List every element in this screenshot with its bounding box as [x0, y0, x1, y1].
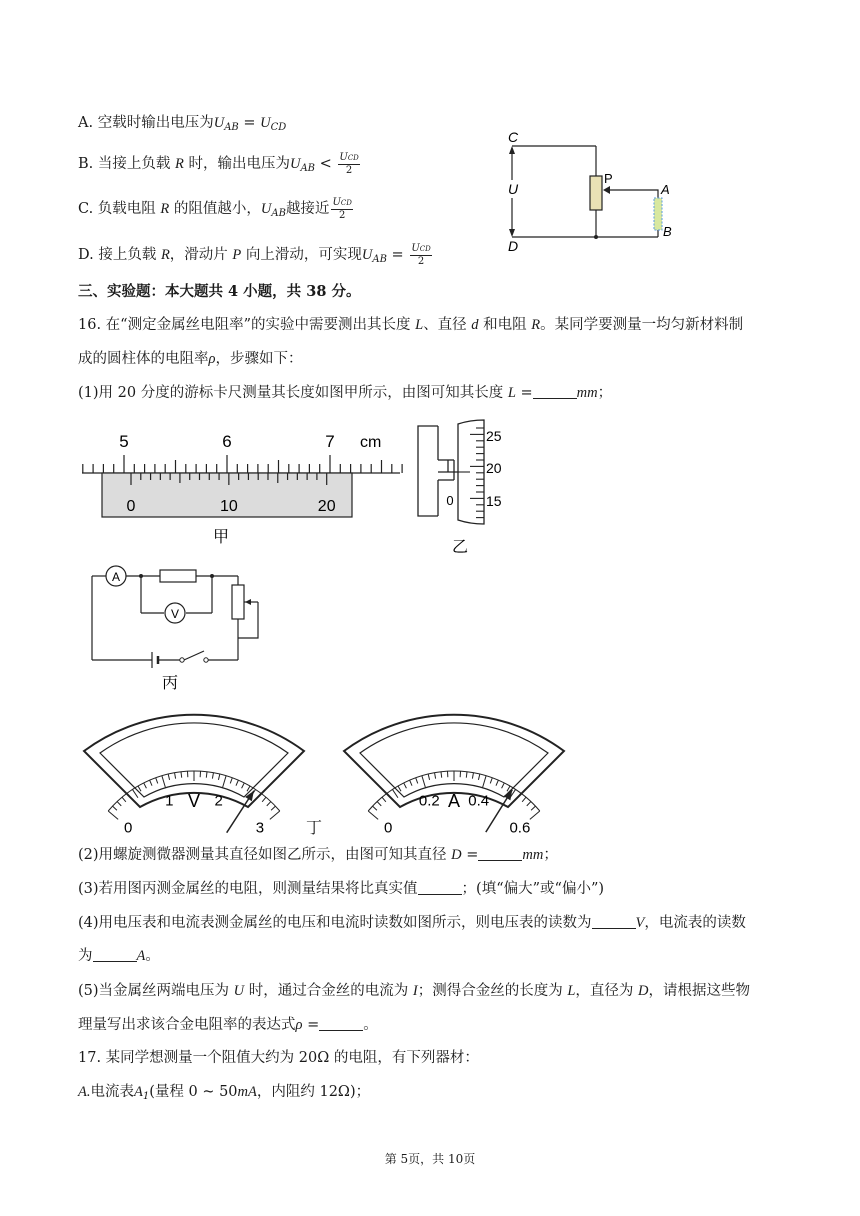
label-u: U — [508, 181, 519, 197]
potentiometer-circuit-diagram — [500, 128, 690, 258]
ammeter-symbol: A — [111, 570, 121, 584]
q16-intro-line2: 成的圆柱体的电阻率ρ，步骤如下： — [78, 351, 303, 367]
main-scale-label: 5 — [119, 432, 129, 451]
answer-blank[interactable] — [592, 914, 636, 929]
dial-tick — [262, 797, 266, 802]
vernier-label: 0 — [126, 498, 136, 515]
dial-label: 3 — [255, 819, 265, 837]
dial-label: 1 — [165, 792, 174, 810]
micrometer-zero: 0 — [446, 493, 454, 508]
q16-step3: (3)若用图丙测金属丝的电阻，则测量结果将比真实值 ；(填“偏大”或“偏小”) — [78, 881, 605, 897]
dial-tick — [267, 802, 271, 806]
dial-label: 0.6 — [509, 819, 531, 837]
q17-item-a: A.电流表$A_1$(量程 0 ~ 50mA，内阻约 12Ω)； — [78, 1084, 371, 1102]
answer-blank[interactable] — [533, 384, 577, 399]
section-title: 三、实验题：本大题共 4 小题，共 38 分。 — [78, 283, 361, 300]
dial-label: 0.2 — [418, 792, 440, 810]
q16-step5-line1: (5)当金属丝两端电压为 U 时，通过合金丝的电流为 I；测得合金丝的长度为 L，直径为 D，请根据这些物 — [78, 983, 750, 999]
dial-label: 0 — [383, 819, 393, 837]
q16-intro-line1: 16. 在“测定金属丝电阻率”的实验中需要测出其长度 L、直径 d 和电阻 R。某同学要测量一均匀新材料制 — [78, 317, 744, 333]
vernier-label: 20 — [317, 498, 336, 515]
voltmeter-dial — [78, 705, 310, 837]
dial-tick — [530, 811, 540, 819]
main-scale-label: 6 — [222, 432, 232, 451]
voltmeter-symbol: V — [170, 607, 180, 621]
option-a: A. 空载时输出电压为$U_{AB} = U_{CD}$ — [78, 115, 287, 133]
answer-blank[interactable] — [93, 947, 137, 962]
micrometer-label-20: 20 — [486, 460, 502, 476]
micrometer-label-15: 15 — [486, 493, 502, 509]
q17-intro: 17. 某同学想测量一个阻值大约为 20Ω 的电阻，有下列器材： — [78, 1050, 479, 1066]
answer-blank[interactable] — [418, 880, 462, 895]
label-c: C — [508, 129, 519, 145]
dial-tick — [271, 806, 275, 810]
option-b: B. 当接上负载 R 时，输出电压为$U_{AB}$ < $\frac{\text{UCD}}{2}$ — [78, 152, 359, 176]
meters-caption: 丁 — [306, 818, 323, 837]
label-d: D — [508, 238, 519, 254]
dial-tick — [377, 802, 381, 806]
dial-tick — [466, 772, 467, 778]
caliper-caption: 甲 — [212, 527, 230, 546]
main-scale-label: 7 — [325, 432, 335, 451]
measurement-circuit-figure — [82, 560, 282, 695]
dial-label: 2 — [214, 792, 223, 810]
q16-step5-line2: 理量写出求该合金电阻率的表达式ρ = 。 — [78, 1017, 378, 1033]
dial-label: 0.4 — [468, 792, 490, 810]
dial-tick — [206, 772, 207, 778]
dial-tick — [441, 772, 442, 778]
dial-tick — [117, 802, 121, 806]
dial-tick — [113, 806, 117, 810]
label-b: B — [663, 224, 672, 239]
dial-tick — [527, 802, 531, 806]
answer-blank[interactable] — [478, 846, 522, 861]
ammeter-unit-symbol: A — [447, 791, 461, 811]
q16-step4-line1: (4)用电压表和电流表测金属丝的电压和电流时读数如图所示，则电压表的读数为 V，电流表的读数 — [78, 915, 746, 931]
dial-tick — [181, 772, 182, 778]
dial-tick — [122, 797, 126, 802]
dial-tick — [522, 797, 526, 802]
label-a: A — [661, 182, 670, 197]
page-footer: 第 5页，共 10页 — [384, 1152, 476, 1166]
voltmeter-unit-symbol: V — [187, 791, 201, 811]
dial-tick — [270, 811, 280, 819]
circuit-caption: 丙 — [161, 673, 179, 692]
q16-step1: (1)用 20 分度的游标卡尺测量其长度如图甲所示，由图可知其长度 L = mm； — [78, 385, 613, 401]
q16-step4-line2: 为 A。 — [78, 948, 160, 964]
dial-tick — [368, 811, 378, 819]
vernier-label: 10 — [219, 498, 238, 515]
ammeter-dial — [338, 705, 570, 837]
micrometer-figure — [410, 420, 520, 560]
option-d: D. 接上负载 R，滑动片 P 向上滑动，可实现$U_{AB}$ = $\frac{\text{UCD}}{2}$ — [78, 243, 431, 267]
micrometer-caption: 乙 — [451, 537, 469, 556]
dial-tick — [531, 806, 535, 810]
option-c: C. 负载电阻 R 的阻值越小，$U_{AB}$越接近 $\frac{\text{UCD}}{2}$ — [78, 197, 352, 221]
answer-blank[interactable] — [319, 1016, 363, 1031]
dial-tick — [373, 806, 377, 810]
vernier-caliper-figure — [78, 425, 408, 550]
q16-step2: (2)用螺旋测微器测量其直径如图乙所示，由图可知其直径 D = mm； — [78, 847, 558, 863]
main-scale-unit: cm — [360, 434, 382, 451]
dial-tick — [108, 811, 118, 819]
micrometer-label-25: 25 — [486, 428, 502, 444]
label-p: P — [604, 171, 613, 186]
dial-label: 0 — [123, 819, 133, 837]
dial-tick — [382, 797, 386, 802]
